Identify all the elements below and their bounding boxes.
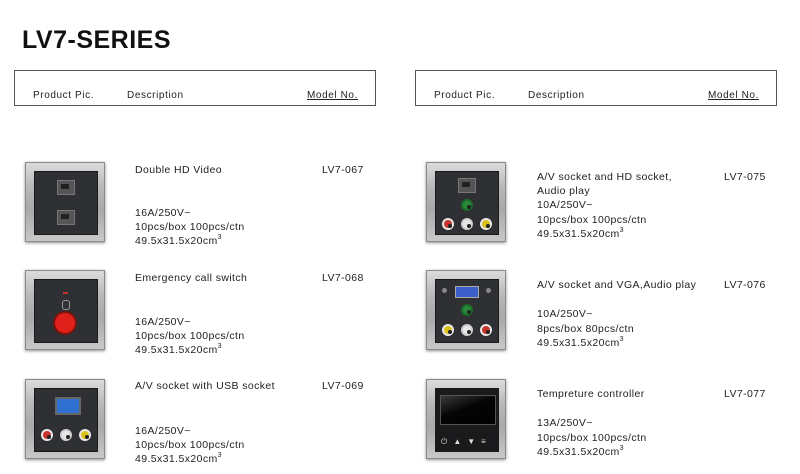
product-name: Tempreture controller	[537, 388, 645, 400]
product-rating: 16A/250V~	[135, 425, 191, 437]
product-name: A/V socket and VGA,Audio play	[537, 279, 697, 291]
product-rating: 10A/250V~	[537, 308, 593, 320]
double-hd-socket-icon	[34, 171, 98, 235]
product-image-av-usb	[25, 379, 105, 459]
product-name: A/V socket and HD socket,	[537, 171, 672, 183]
header-description: Description	[528, 90, 585, 101]
product-carton: $49.5x31.5x20cm^3$	[537, 227, 624, 240]
page-title: LV7-SERIES	[22, 26, 172, 54]
product-rating: 16A/250V~	[135, 207, 191, 219]
av-vga-socket-icon	[435, 279, 499, 343]
av-usb-socket-icon	[34, 388, 98, 452]
product-carton: $49.5x31.5x20cm^3$	[537, 445, 624, 458]
product-name: Emergency call switch	[135, 272, 248, 284]
product-image-av-vga	[426, 270, 506, 350]
table-header-right	[415, 70, 777, 106]
product-model: LV7-077	[724, 388, 766, 400]
product-packing: 10pcs/box 100pcs/ctn	[135, 330, 245, 342]
product-packing: 10pcs/box 100pcs/ctn	[537, 214, 647, 226]
product-name-2: Audio play	[537, 185, 591, 197]
product-image-av-hd	[426, 162, 506, 242]
product-model: LV7-067	[322, 164, 364, 176]
header-product-pic: Product Pic.	[434, 90, 496, 101]
product-model: LV7-069	[322, 380, 364, 392]
product-name: A/V socket with USB socket	[135, 380, 275, 392]
product-image-thermostat	[426, 379, 506, 459]
product-rating: 13A/250V~	[537, 417, 593, 429]
header-product-pic: Product Pic.	[33, 90, 95, 101]
product-packing: 10pcs/box 100pcs/ctn	[135, 221, 245, 233]
header-model-no: Model No.	[708, 90, 759, 101]
product-packing: 10pcs/box 100pcs/ctn	[537, 432, 647, 444]
av-hd-socket-icon	[435, 171, 499, 235]
header-description: Description	[127, 90, 184, 101]
product-carton: $49.5x31.5x20cm^3$	[135, 343, 222, 356]
product-carton: $49.5x31.5x20cm^3$	[537, 336, 624, 349]
product-rating: 16A/250V~	[135, 316, 191, 328]
product-carton: $49.5x31.5x20cm^3$	[135, 234, 222, 247]
product-model: LV7-075	[724, 171, 766, 183]
product-image-emergency	[25, 270, 105, 350]
product-carton: $49.5x31.5x20cm^3$	[135, 452, 222, 465]
product-image-double-hd	[25, 162, 105, 242]
thermostat-icon: ⏻▲▼≡	[435, 388, 499, 452]
table-header-left	[14, 70, 376, 106]
product-model: LV7-068	[322, 272, 364, 284]
product-packing: 10pcs/box 100pcs/ctn	[135, 439, 245, 451]
product-name: Double HD Video	[135, 164, 222, 176]
emergency-button-icon	[34, 279, 98, 343]
product-rating: 10A/250V~	[537, 199, 593, 211]
header-model-no: Model No.	[307, 90, 358, 101]
product-model: LV7-076	[724, 279, 766, 291]
product-packing: 8pcs/box 80pcs/ctn	[537, 323, 635, 335]
